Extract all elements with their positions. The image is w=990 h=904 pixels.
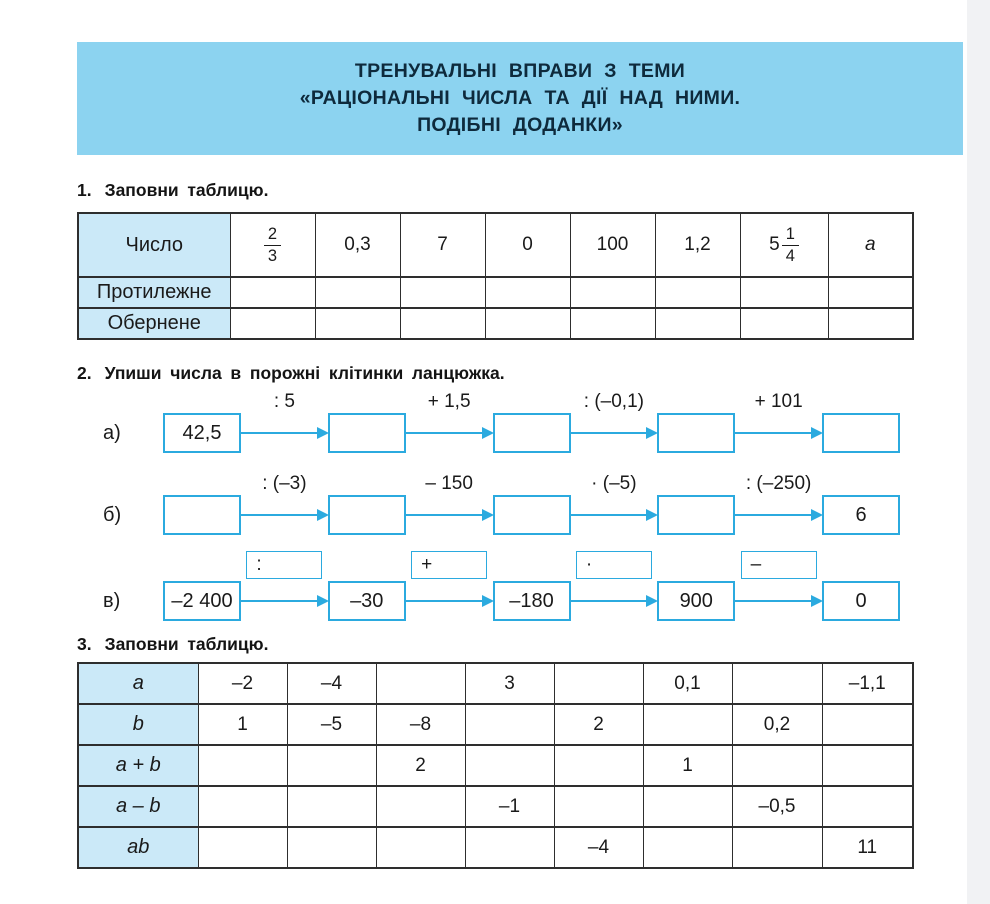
arrow-head-icon (811, 595, 823, 607)
operation-label: : 5 (273, 391, 295, 412)
answer-cell[interactable] (198, 745, 287, 786)
answer-cell[interactable] (740, 277, 828, 308)
answer-cell[interactable] (287, 786, 376, 827)
arrow (735, 413, 822, 453)
arrow-line (571, 432, 655, 435)
exercise-3-heading (77, 635, 990, 654)
answer-cell[interactable] (376, 663, 465, 704)
answer-cell[interactable] (570, 277, 655, 308)
row-header-a-plus-b: a + b (78, 745, 198, 786)
operation-answer-box[interactable] (576, 551, 652, 579)
answer-cell[interactable] (655, 308, 740, 339)
exercise-1-heading (77, 181, 990, 200)
chain-box-value: 900 (657, 581, 735, 621)
chain-b-label: б) (103, 504, 122, 526)
answer-cell[interactable] (485, 277, 570, 308)
arrow-head-icon (317, 427, 329, 439)
chain-box-value: 42,5 (163, 413, 241, 453)
row-header-number: Число (78, 213, 230, 277)
chain-box-value: –180 (493, 581, 571, 621)
answer-cell[interactable] (822, 704, 913, 745)
arrow (406, 581, 493, 621)
answer-cell[interactable] (732, 827, 822, 868)
operation-label: : (–3) (262, 473, 307, 494)
table-row (78, 308, 913, 339)
chain-connector (735, 473, 822, 535)
answer-cell[interactable] (570, 308, 655, 339)
chain-box-value: 0 (822, 581, 900, 621)
value-cell: 7 (400, 213, 485, 277)
answer-cell[interactable] (822, 745, 913, 786)
ab-operations-table (77, 662, 914, 869)
chain-answer-box[interactable] (163, 495, 241, 535)
answer-cell[interactable] (732, 745, 822, 786)
arrow-line (241, 514, 325, 517)
operation-answer-box[interactable] (741, 551, 817, 579)
arrow-line (735, 514, 819, 517)
table-cell: –1 (465, 786, 554, 827)
chain-a (103, 391, 900, 453)
answer-cell[interactable] (287, 827, 376, 868)
chain-answer-box[interactable] (493, 413, 571, 453)
value-cell (230, 213, 315, 277)
chain-connector (735, 551, 822, 621)
chain-a-label: а) (103, 422, 121, 444)
operation-label: : (–0,1) (583, 391, 644, 412)
chain-connector (241, 551, 328, 621)
arrow-head-icon (317, 595, 329, 607)
table-cell: 2 (554, 704, 643, 745)
value-cell: 0,3 (315, 213, 400, 277)
arrow-line (571, 514, 655, 517)
fraction-denominator: 3 (267, 246, 278, 265)
title-banner (77, 42, 963, 155)
chain-answer-box[interactable] (328, 495, 406, 535)
answer-cell[interactable] (740, 308, 828, 339)
table-cell: –4 (554, 827, 643, 868)
chain-answer-box[interactable] (822, 413, 900, 453)
value-cell: 100 (570, 213, 655, 277)
chain-answer-box[interactable] (328, 413, 406, 453)
chain-connector (406, 391, 493, 453)
table-cell: 1 (643, 745, 732, 786)
operation-label: + 101 (754, 391, 803, 412)
chain-b (103, 473, 900, 535)
answer-cell[interactable] (315, 308, 400, 339)
chain-answer-box[interactable] (493, 495, 571, 535)
fraction-numerator: 2 (264, 225, 281, 245)
table-row (78, 277, 913, 308)
table-row (78, 663, 913, 704)
answer-cell[interactable] (554, 745, 643, 786)
row-header-a: a (78, 663, 198, 704)
arrow-line (241, 600, 325, 603)
chain-connector (241, 391, 328, 453)
operation-sign: : (256, 554, 262, 575)
answer-cell[interactable] (400, 277, 485, 308)
table-cell: –0,5 (732, 786, 822, 827)
chain-box-value: 6 (822, 495, 900, 535)
arrow-head-icon (646, 509, 658, 521)
arrow (571, 413, 658, 453)
table-row (78, 827, 913, 868)
answer-cell[interactable] (465, 704, 554, 745)
answer-cell[interactable] (376, 827, 465, 868)
arrow-head-icon (811, 509, 823, 521)
operation-sign: + (421, 554, 433, 575)
chain-connector (571, 473, 658, 535)
chain-box-value: –30 (328, 581, 406, 621)
table-cell: 2 (376, 745, 465, 786)
title-line-2: «РАЦІОНАЛЬНІ ЧИСЛА ТА ДІЇ НАД НИМИ. (299, 87, 741, 109)
answer-cell[interactable] (465, 827, 554, 868)
arrow (241, 581, 328, 621)
value-cell: 1,2 (655, 213, 740, 277)
arrow-line (735, 600, 819, 603)
arrow (735, 495, 822, 535)
title-line-1: ТРЕНУВАЛЬНІ ВПРАВИ З ТЕМИ (354, 60, 686, 82)
operation-sign: – (750, 554, 762, 575)
exercise-2-title: Упиши числа в порожні клітинки ланцюжка. (104, 363, 505, 383)
answer-cell[interactable] (643, 827, 732, 868)
answer-cell[interactable] (376, 786, 465, 827)
arrow (406, 495, 493, 535)
table-cell: 1 (198, 704, 287, 745)
answer-cell[interactable] (465, 745, 554, 786)
arrow-line (406, 600, 490, 603)
row-header-opposite: Протилежне (78, 277, 230, 308)
answer-cell[interactable] (643, 786, 732, 827)
row-header-ab: ab (78, 827, 198, 868)
chain-connector (571, 391, 658, 453)
operation-sign: · (585, 554, 593, 575)
table-cell: 11 (822, 827, 913, 868)
table-cell: 0,1 (643, 663, 732, 704)
chain-v-label: в) (103, 590, 121, 612)
table-row (78, 745, 913, 786)
arrow-line (241, 432, 325, 435)
exercise-2-number: 2. (77, 363, 92, 383)
exercise-1-title: Заповни таблицю. (104, 180, 269, 200)
operation-label: + 1,5 (427, 391, 471, 412)
table-cell: –1,1 (822, 663, 913, 704)
arrow-line (571, 600, 655, 603)
answer-cell[interactable] (400, 308, 485, 339)
chain-box-value: –2 400 (163, 581, 241, 621)
mixed-whole: 5 (769, 234, 780, 255)
answer-cell[interactable] (828, 277, 913, 308)
arrow (571, 495, 658, 535)
arrow-head-icon (811, 427, 823, 439)
answer-cell[interactable] (822, 786, 913, 827)
row-header-b: b (78, 704, 198, 745)
value-cell: a (828, 213, 913, 277)
arrow-line (735, 432, 819, 435)
answer-cell[interactable] (485, 308, 570, 339)
answer-cell[interactable] (655, 277, 740, 308)
answer-cell[interactable] (198, 827, 287, 868)
chain-connector (241, 473, 328, 535)
answer-cell[interactable] (230, 277, 315, 308)
answer-cell[interactable] (643, 704, 732, 745)
mixed-fraction (782, 225, 799, 264)
operation-answer-box[interactable] (246, 551, 322, 579)
table-row (78, 213, 913, 277)
answer-cell[interactable] (287, 745, 376, 786)
answer-cell[interactable] (732, 663, 822, 704)
arrow (241, 413, 328, 453)
table-row (78, 786, 913, 827)
arrow-head-icon (317, 509, 329, 521)
arrow-head-icon (646, 595, 658, 607)
arrow (571, 581, 658, 621)
arrow (241, 495, 328, 535)
exercise-3-title: Заповни таблицю. (104, 634, 269, 654)
table-cell: –2 (198, 663, 287, 704)
arrow (735, 581, 822, 621)
value-cell: 0 (485, 213, 570, 277)
exercise-1-number: 1. (77, 180, 92, 200)
page-edge-strip (967, 0, 990, 904)
table-cell: 0,2 (732, 704, 822, 745)
exercise-3-number: 3. (77, 634, 92, 654)
operation-label: : (–250) (745, 473, 812, 494)
mixed-number-five-and-quarter (769, 225, 799, 264)
operation-label: · (–5) (591, 473, 637, 494)
arrow-head-icon (482, 427, 494, 439)
arrow-head-icon (482, 595, 494, 607)
numbers-table (77, 212, 914, 340)
value-cell (740, 213, 828, 277)
row-header-a-minus-b: a – b (78, 786, 198, 827)
arrow-head-icon (482, 509, 494, 521)
table-cell: –8 (376, 704, 465, 745)
chain-v (103, 551, 900, 621)
row-header-reciprocal: Обернене (78, 308, 230, 339)
table-cell: –4 (287, 663, 376, 704)
chain-answer-box[interactable] (657, 495, 735, 535)
answer-cell[interactable] (315, 277, 400, 308)
chain-answer-box[interactable] (657, 413, 735, 453)
arrow-head-icon (646, 427, 658, 439)
chain-connector (735, 391, 822, 453)
fraction-denominator: 4 (785, 246, 795, 265)
table-row (78, 704, 913, 745)
title-line-3: ПОДІБНІ ДОДАНКИ» (417, 114, 623, 136)
answer-cell[interactable] (198, 786, 287, 827)
operation-answer-box[interactable] (411, 551, 487, 579)
fraction-two-thirds (264, 225, 281, 264)
arrow-line (406, 514, 490, 517)
arrow (406, 413, 493, 453)
table-cell: 3 (465, 663, 554, 704)
answer-cell[interactable] (828, 308, 913, 339)
answer-cell[interactable] (230, 308, 315, 339)
table-cell: –5 (287, 704, 376, 745)
chain-connector (406, 551, 493, 621)
fraction-numerator: 1 (782, 225, 799, 245)
arrow-line (406, 432, 490, 435)
operation-label: – 150 (425, 473, 473, 494)
exercise-2-heading (77, 364, 990, 383)
chain-connector (406, 473, 493, 535)
answer-cell[interactable] (554, 663, 643, 704)
answer-cell[interactable] (554, 786, 643, 827)
chain-connector (571, 551, 658, 621)
